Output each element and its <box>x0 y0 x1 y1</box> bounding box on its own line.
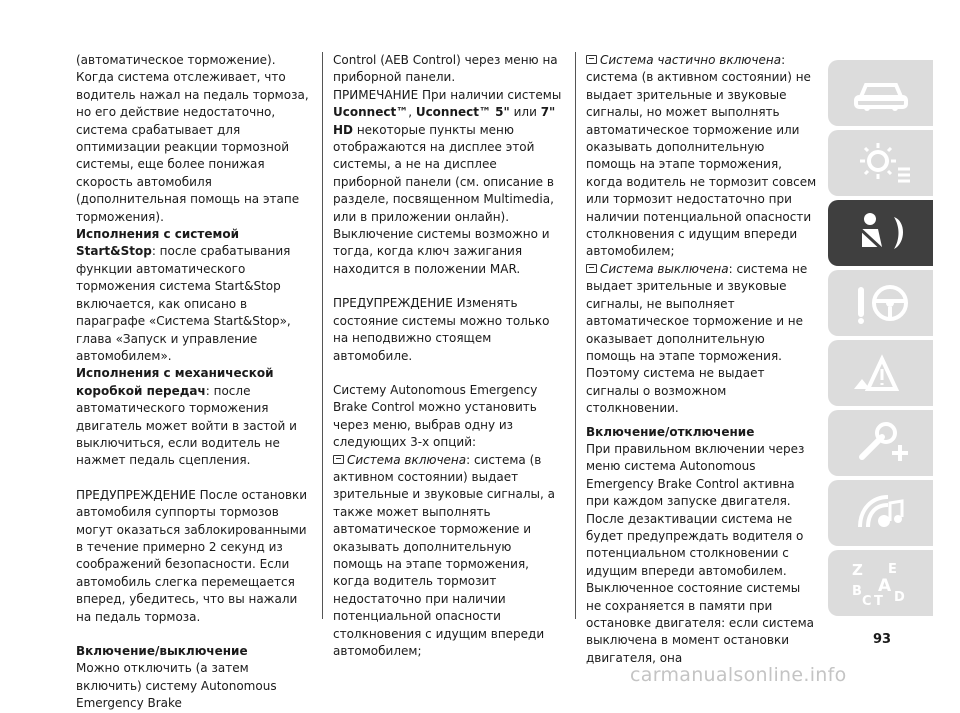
index-letter: Z <box>852 561 863 579</box>
index-letter: E <box>888 562 897 577</box>
paragraph: Исполнения с системой Start&Stop: после срабатывания функции автоматического торможения система Start&Stop включается, как описано в параграфе «Система Start&Stop», глава «Запуск и управление автомобилем». <box>76 227 291 363</box>
watermark: carmanualsonline.info <box>630 664 847 686</box>
page-number: 93 <box>873 632 892 647</box>
warning-triangle-icon <box>848 349 918 397</box>
section-heading: Включение/выключение <box>76 644 248 658</box>
menu-option-icon <box>586 264 597 273</box>
text-column-1 <box>76 52 316 713</box>
option-item: Система выключена: система не выдает зрительные и звуковые сигналы, не выполняет автоматическое торможение и не оказывает дополнительную помощь на этапе торможения. Поэтому система не выдает сигналы о возможном столкновении. <box>586 261 808 416</box>
index-letter: D <box>894 590 905 605</box>
tab-service[interactable] <box>828 410 933 476</box>
option-item: Система частично включена: система (в активном состоянии) не выдает зрительные и звуковые сигналы, но может выполнять автоматическое торможение или оказывать дополнительную помощь на этапе торможения, когда водитель не тормозит совсем или тормозит недостаточно при наличии потенциальной опасности столкновения с идущим впереди автомобилем; <box>586 53 817 259</box>
menu-option-icon <box>586 55 597 64</box>
menu-option-icon <box>333 455 344 464</box>
paragraph: Control (AEB Control) через меню на приборной панели. <box>333 53 558 85</box>
warning-paragraph: ПРЕДУПРЕЖДЕНИЕ Изменять состояние системы можно только на неподвижно стоящем автомобиле. <box>333 296 550 363</box>
text-column-3 <box>586 52 818 667</box>
fuel-steering-icon <box>848 279 918 327</box>
option-item: Система включена: система (в активном состоянии) выдает зрительные и звуковые сигналы, а также может выполнять автоматическое торможение и оказывать дополнительную помощь на этапе торможения, когда водитель тормозит недостаточно при наличии потенциальной опасности столкновения с идущим впереди автомобилем; <box>333 452 555 658</box>
index-letter: A <box>878 576 892 596</box>
paragraph: После дезактивации система не будет предупреждать водителя о потенциальном столкновении с идущим впереди автомобилем. <box>586 511 804 578</box>
index-letter: B <box>852 584 862 599</box>
note-paragraph: ПРИМЕЧАНИЕ При наличии системы Uconnect™, Uconnect™ 5" или 7" HD некоторые пункты меню отображаются на дисплее этой системы, а не на дисплее приборной панели (см. описание в разделе, посвященном Multimedia, или в приложении онлайн). <box>333 87 562 224</box>
index-letter: C <box>862 594 872 607</box>
paragraph: Можно отключить (а затем включить) систему Autonomous Emergency Brake <box>76 661 277 711</box>
paragraph: (автоматическое торможение). <box>76 53 276 67</box>
tab-warning[interactable] <box>828 340 933 406</box>
multimedia-icon <box>848 489 918 537</box>
alphabet-index-icon <box>848 559 918 607</box>
warning-paragraph: ПРЕДУПРЕЖДЕНИЕ После остановки автомобиля суппорты тормозов могут оказаться заблокированными в течение примерно 2 секунд из соображений безопасности. Если автомобиль слегка перемещается вперед, убедитесь, что вы нажали на педаль тормоза. <box>76 487 308 624</box>
paragraph: Выключение системы возможно и тогда, когда ключ зажигания находится в положении MAR. <box>333 227 550 276</box>
paragraph: Когда система отслеживает, что водитель нажал на педаль тормоза, но его действие недостаточно, система срабатывает для оптимизации реакции тормозной системы, еще более понижая скорость автомобиля (дополнительная помощь на этапе торможения). <box>76 70 309 224</box>
safety-airbag-icon <box>848 209 918 257</box>
paragraph: При правильном включении через меню система Autonomous Emergency Brake Control активна при каждом запуске двигателя. <box>586 441 805 509</box>
tab-car-dashboard[interactable] <box>828 60 933 126</box>
tab-fuel-steering[interactable] <box>828 270 933 336</box>
paragraph: Выключенное состояние системы не сохраняется в памяти при остановке двигателя: если система выключена в момент остановки двигателя, она <box>586 581 814 665</box>
index-letter: T <box>874 594 883 607</box>
chapter-sidebar <box>828 60 933 620</box>
text-column-2 <box>333 52 563 660</box>
column-divider <box>575 52 576 619</box>
section-heading: Включение/отключение <box>586 424 755 439</box>
car-dashboard-icon <box>848 69 918 117</box>
tab-multimedia[interactable] <box>828 480 933 546</box>
service-wrench-icon <box>848 419 918 467</box>
tab-alphabet-index[interactable] <box>828 550 933 616</box>
paragraph: Систему Autonomous Emergency Brake Control можно установить через меню, выбрав одну из следующих 3-х опций: <box>333 382 538 450</box>
paragraph: Исполнения с механической коробкой передач: после автоматического торможения двигатель может войти в застой и выключиться, если водитель не нажмет педаль сцепления. <box>76 366 297 468</box>
tab-lights[interactable] <box>828 130 933 196</box>
tab-safety[interactable] <box>828 200 933 266</box>
lights-icon <box>848 139 918 187</box>
column-divider <box>322 52 323 619</box>
